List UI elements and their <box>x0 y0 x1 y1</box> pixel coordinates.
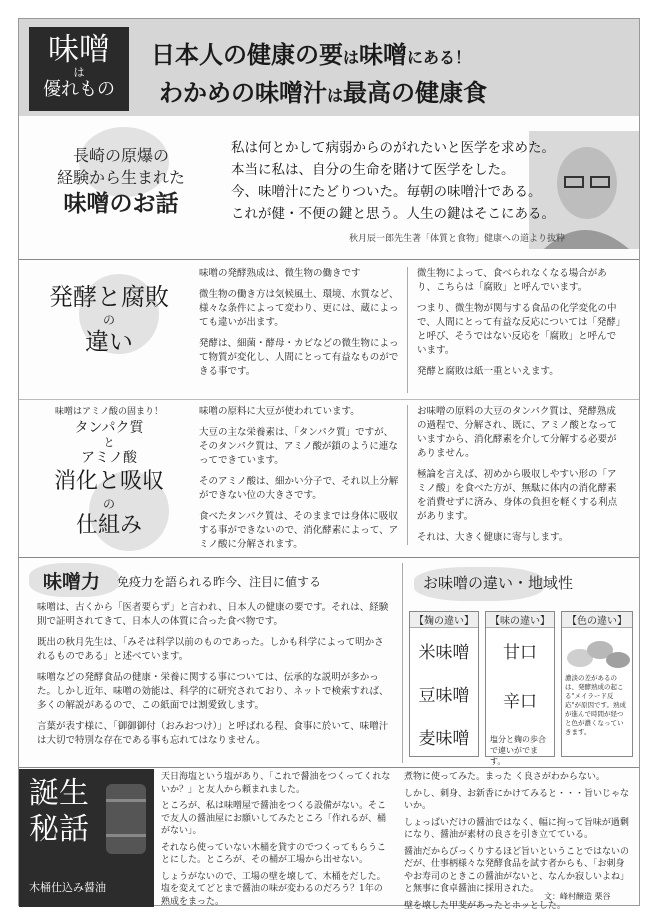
protein-col1-p1: 味噌の原料に大豆が使われています。 <box>199 406 360 417</box>
protein-title-1: タンパク質 <box>74 420 144 436</box>
headline-2-a: わかめの味噌汁 <box>159 78 327 107</box>
ferment-title-2: の <box>102 313 115 327</box>
story-title-line-2: 経験から生まれた <box>56 168 185 187</box>
story-title-line-3: 味噌のお話 <box>63 190 179 217</box>
protein-col1-p4: 食べたタンパク質は、そのままでは身体に吸収する事ができないので、消化酵素によって、アミノ酸に分解されます。 <box>199 511 399 550</box>
divider <box>19 767 639 768</box>
ferment-title-3: 違い <box>85 328 133 356</box>
taste-box-header: 【味の違い】 <box>486 612 554 628</box>
story-title-line-1: 長崎の原爆の <box>72 146 169 165</box>
secret-col2-p2: しかし、刺身、お新香にかけてみると・・・旨いじゃないか。 <box>404 788 630 811</box>
secret-col2-p4: 醤油だからびっくりするほど旨いということではないのだが、仕事柄様々な発酵食品を試す者からも、「お刺身やお寿司のときこの醤油がないと、なんか寂しいよね」と無事に食卓醤油に採用された。 <box>404 846 630 894</box>
protein-col2-p3: それは、大きく健康に寄与します。 <box>417 532 569 543</box>
page <box>18 18 640 911</box>
secret-col2-p1: 煮物に使ってみた。まった く良さがわからない。 <box>404 772 605 782</box>
protein-col-1 <box>199 405 399 559</box>
protein-col1-p3: そのアミノ酸は、細かい分子で、それ以上分解ができない位の大きさです。 <box>199 476 399 501</box>
secret-title-1: 誕生 <box>29 776 89 811</box>
protein-title <box>29 405 189 541</box>
headline-2 <box>159 73 649 108</box>
taste-item-salty: 辛口 <box>503 692 537 712</box>
headline-1 <box>151 35 641 70</box>
header-title-main: 味噌 <box>48 32 110 68</box>
divider <box>19 399 639 400</box>
protein-col2-p2: 極論を言えば、初めから吸収しやすい形の「アミノ酸」を食べた方が、無駄に体内の消化酵素を消費せずに済み、身体の負担を軽くする利点があります。 <box>417 469 618 522</box>
secret-col1-p4: しょうがないので、工場の壁を壊して、木桶をだした。塩を変えてどとまで醤油の味が変わるのだろう？1年の熟成をまった。 <box>161 871 386 907</box>
secret-col1-p2: ところが、私は味噌屋で醤油をつくる設備がない。そこで友人の醤油屋にお願いしてみたところ「作れるが、桶がない」。 <box>161 801 387 836</box>
power-p1: 味噌は、古くから「医者要らず」と言われ、日本人の健康の要です。それは、経験則で証明されてきて、日本人の体質に合った食べ物です。 <box>37 602 389 627</box>
header-title-box <box>29 27 129 111</box>
color-box <box>561 611 633 757</box>
power-title: 味噌力 <box>43 571 101 593</box>
secret-col1-p1: 天日海塩という塩があり、「これで醤油をつくってくれないか？」と友人から頼まれました。 <box>161 772 391 795</box>
headline-2-b: は <box>327 86 344 105</box>
protein-col1-p2: 大豆の主な栄養素は、「タンパク質」ですが、そのタンパク質は、アミノ酸が鎖のように連なってできています。 <box>199 427 398 466</box>
power-body <box>37 601 392 755</box>
ferment-col1-p1: 味噌の発酵熟成は、微生物の働きです <box>199 268 361 279</box>
quote-line-4: これが健・不便の鍵と思う。人生の鍵はそこにある。 <box>231 206 555 222</box>
ferment-col2-p1: 微生物によって、食べられなくなる場合があり、こちらは「腐敗」と呼んでいます。 <box>417 268 607 293</box>
headline-1-a: 日本人の健康の要 <box>151 40 343 69</box>
divider <box>402 563 403 763</box>
miso-bowls-icon <box>562 628 632 672</box>
divider <box>19 259 639 260</box>
secret-title-2: 秘話 <box>29 812 89 847</box>
divider <box>19 557 639 558</box>
ferment-col1-p3: 発酵は、細菌・酵母・カビなどの微生物によって物質が変化し、人間にとって有益なものができる事です。 <box>199 338 399 377</box>
ferment-col2-p3: 発酵と腐敗は紙一重といえます。 <box>417 366 559 377</box>
power-p3: 味噌などの発酵食品の健康・栄養に関する事については、伝承的な説明が多かった。しかし近年、味噌の効能は、科学的に研究されており、ネットで検索すれば、多くの解説があるので、この紙面では割愛致します。 <box>37 672 389 711</box>
ferment-title <box>29 281 189 357</box>
quote-source: 秋月辰一郎先生著「体質と食物」健康への道より抜粋 <box>349 234 566 244</box>
protein-title-6: 仕組み <box>75 513 142 538</box>
secret-story-box <box>19 769 154 907</box>
quote-line-1: 私は何とかして病弱からのがれたいと医学を求めた。 <box>231 140 555 156</box>
power-subtitle: 免疫力を語られる昨今、注目に値する <box>117 575 322 589</box>
power-p2: 既出の秋月先生は、「みそは科学以前のものであった。しかも科学によって明かされるものである」と述べています。 <box>37 637 384 662</box>
koji-item-rice: 米味噌 <box>418 643 470 663</box>
protein-title-2: と <box>103 436 115 449</box>
secret-caption: 木桶仕込み醤油 <box>29 881 106 894</box>
protein-title-3: アミノ酸 <box>81 450 137 466</box>
koji-box-header: 【麹の違い】 <box>410 612 478 628</box>
story-quote <box>231 137 555 225</box>
koji-item-bean: 豆味噌 <box>418 686 470 706</box>
color-note: 濃淡の差があるのは、発酵熟成の起こる"メイラード反応"が原因です。熟成が進んで時間が経つと色が濃くなっていきます。 <box>565 674 626 736</box>
ferment-title-1: 発酵と腐敗 <box>49 283 169 311</box>
protein-col2-p1: お味噌の原料の大豆のタンパク質は、発酵熟成の過程で、分解され、既に、アミノ酸となっていますから、消化酵素を介して分解する必要がありません。 <box>417 406 617 459</box>
header-title-particle: は <box>73 66 85 79</box>
headline-2-c: 最高の健康食 <box>343 78 488 107</box>
ferment-col-2 <box>417 267 622 386</box>
regional-title: お味噌の違い・地域性 <box>423 574 574 592</box>
secret-col2-p3: しょっぱいだけの醤油ではなく、幅に拘って旨味が過剰になり、醤油が素材の良さを引き立てている。 <box>404 817 629 840</box>
taste-box <box>485 611 555 766</box>
divider <box>407 405 408 545</box>
koji-item-wheat: 麦味噌 <box>418 729 470 749</box>
wooden-barrel-icon <box>101 779 151 859</box>
secret-col2-p5: 壁を壊した甲斐があったとホッとした。 <box>404 900 566 911</box>
quote-line-2: 本当に私は、自分の生命を賭けて医学をした。 <box>231 162 515 178</box>
protein-label: 味噌はアミノ酸の固まり！ <box>54 407 163 417</box>
divider <box>407 267 408 393</box>
ferment-col2-p2: つまり、微生物が関与する食品の化学変化の中で、人間にとって有益な反応については「発酵」と呼び、そうではない反応を「腐敗」と呼んでいます。 <box>417 303 621 356</box>
taste-note: 塩分と麹の歩合で違いがでます。 <box>490 735 546 766</box>
quote-line-3: 今、味噌汁にたどりついた。毎朝の味噌汁である。 <box>231 184 542 200</box>
color-box-header: 【色の違い】 <box>562 612 632 628</box>
ferment-col-1 <box>199 267 399 386</box>
protein-title-4: 消化と吸収 <box>53 469 164 494</box>
ferment-col1-p2: 微生物の働き方は気候風土、環境、水質など、様々な条件によって変わり、更には、蔵によっても違いが出ます。 <box>199 289 399 328</box>
header-title-sub: 優れもの <box>43 79 115 100</box>
secret-col-1 <box>161 771 391 912</box>
secret-col1-p3: それなら使っていない木桶を貸すのでつくってもらうことにした。ところが、その桶が工場から出せない。 <box>161 842 386 865</box>
protein-title-5: の <box>102 497 115 511</box>
story-title <box>31 145 211 219</box>
headline-1-d: にある！ <box>407 48 472 67</box>
headline-1-b: は <box>343 48 360 67</box>
power-p4: 言葉が表す様に、「御御御付（おみおつけ）」と呼ばれる程、食事に於いて、味噌汁は大切で特別な存在である事も忘れてはなりません。 <box>37 721 389 746</box>
taste-item-sweet: 甘口 <box>503 643 537 663</box>
secret-signature: 文：峰村醸造 栗谷 <box>544 892 611 901</box>
protein-col-2 <box>417 405 622 552</box>
koji-box <box>409 611 479 757</box>
headline-1-c: 味噌 <box>359 40 408 69</box>
